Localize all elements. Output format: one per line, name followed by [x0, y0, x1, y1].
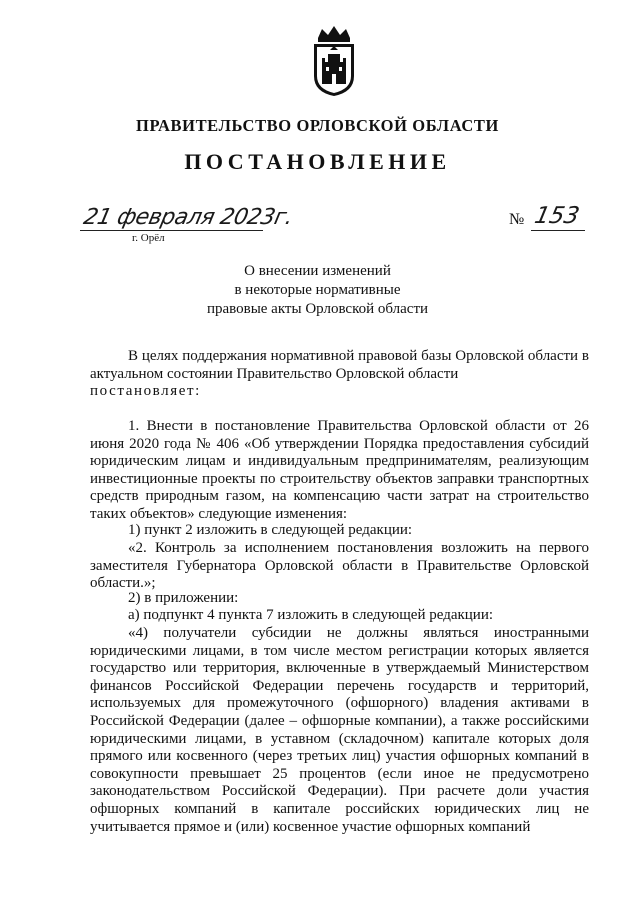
- date-handwritten: 21 февраля 2023г.: [81, 205, 295, 230]
- preamble-resolves: постановляет:: [90, 383, 201, 399]
- coat-of-arms-icon: [308, 24, 360, 98]
- preamble-paragraph: В целях поддержания нормативной правовой базы Орловской области в актуальном состоянии Правительство Орловской области: [90, 348, 589, 382]
- subject-line: правовые акты Орловской области: [206, 301, 429, 317]
- subject-line: О внесении изменений: [244, 263, 391, 279]
- document-subject: [0, 262, 635, 319]
- subitem-1: 1) пункт 2 изложить в следующей редакции:: [128, 522, 413, 538]
- number-underline: [531, 230, 585, 231]
- subject-line: в некоторые нормативные: [234, 282, 401, 298]
- subitem-2a: а) подпункт 4 пункта 7 изложить в следующей редакции:: [128, 607, 494, 623]
- city-label: г. Орёл: [132, 232, 165, 244]
- quote-2-paragraph: «4) получатели субсидии не должны являться иностранными юридическими лицами, в том числе местом регистрации которых является государство или территория, включенные в утверждаемый Министерством финансов Российской Федерации перечень государств и территорий, используемых для промежуточного (офшорного) владения активами в Российской Федерации (далее – офшорные компании), а также российскими юридическими лицами, в уставном (складочном) капитале которых доля прямого или косвенного (через третьих лиц) участия офшорных компаний в совокупности превышает 25 процентов (если иное не предусмотрено законодательством Российской Федерации). При расчете доли участия офшорных компаний в капитале российских юридических лиц не учитывается прямое и (или) косвенное участие офшорных компаний: [90, 625, 589, 835]
- number-handwritten: 153: [532, 203, 582, 229]
- date-underline: [80, 230, 263, 231]
- quote-1-paragraph: «2. Контроль за исполнением постановления возложить на первого заместителя Губернатора Орловской области в Правительстве Орловской области.»;: [90, 540, 589, 592]
- document-type: ПОСТАНОВЛЕНИЕ: [184, 149, 451, 174]
- subitem-2: 2) в приложении:: [128, 590, 239, 606]
- item-1-paragraph: 1. Внести в постановление Правительства Орловской области от 26 июня 2020 года № 406 «Об утверждении Порядка предоставления субсидий юридическим лицам и индивидуальным предпринимателям, реализующим инвестиционные проекты по строительству объектов заправки транспортных средств природным газом, на компенсацию части затрат на строительство таких объектов» следующие изменения:: [90, 418, 589, 522]
- number-label: №: [509, 211, 525, 228]
- organization-title: ПРАВИТЕЛЬСТВО ОРЛОВСКОЙ ОБЛАСТИ: [136, 116, 499, 135]
